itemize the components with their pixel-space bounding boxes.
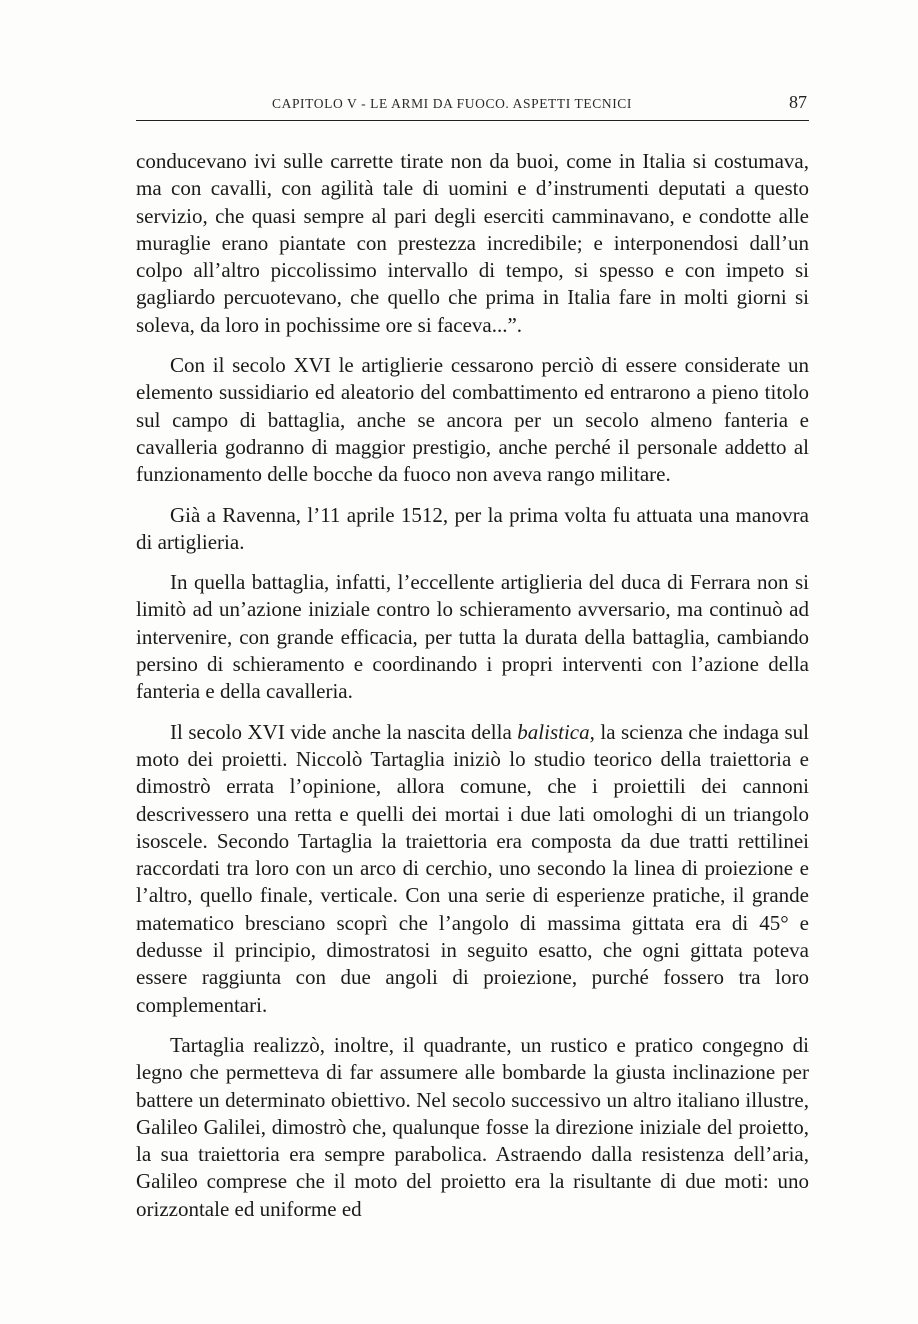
- emphasized-term: balistica: [517, 719, 590, 744]
- page-number: 87: [789, 92, 807, 112]
- paragraph: Tartaglia realizzò, inoltre, il quadrante, un rustico e pratico congegno di legno che permetteva di far assumere alle bombarde la giusta inclinazione per battere un determinato obiettivo. Nel secolo successivo un altro italiano illustre, Galileo Galilei, dimostrò che, qualunque fosse la direzione iniziale del proietto, la sua traiettoria era sempre parabolica. Astraendo dalla resistenza dell’aria, Galileo comprese che il moto del proietto era la risultante di due moti: uno orizzontale ed uniforme ed: [136, 1032, 809, 1221]
- paragraph: [136, 719, 809, 1019]
- paragraph: conducevano ivi sulle carrette tirate non da buoi, come in Italia si costumava, ma con cavalli, con agilità tale di uomini e d’instrumenti deputati a questo servizio, che quasi sempre al pari degli eserciti camminavano, e condotte alle muraglie erano piantate con prestezza incredibile; e interponendosi dall’un colpo all’altro piccolissimo intervallo di tempo, si spesso e con impeto si gagliardo percuotevano, che quello che prima in Italia fare in molti giorni si soleva, da loro in pochissime ore si faceva...”.: [136, 149, 809, 337]
- paragraph-text: Il secolo XVI vide anche la nascita della: [170, 719, 518, 744]
- paragraph: Con il secolo XVI le artiglierie cessarono perciò di essere considerate un elemento sussidiario ed aleatorio del combattimento ed entrarono a pieno titolo sul campo di battaglia, anche se ancora per un secolo almeno fanteria e cavalleria godranno di maggior prestigio, anche perché il personale addetto al funzionamento delle bocche da fuoco non aveva rango militare.: [136, 353, 809, 487]
- paragraph-text: , la scienza che indaga sul moto dei proietti. Niccolò Tartaglia iniziò lo studio teorico della traiettoria e dimostrò errata l’opinione, allora comune, che i proiettili dei cannoni descrivessero una retta e quelli dei mortai i due lati omologhi di un triangolo isoscele. Secondo Tartaglia la traiettoria era composta da due tratti rettilinei raccordati tra loro con un arco di cerchio, uno secondo la linea di proiezione e l’altro, quello finale, verticale. Con una serie di esperienze pratiche, il grande matematico bresciano scoprì che l’angolo di massima gittata era di 45° e dedusse il principio, dimostratosi in seguito esatto, che ogni gittata poteva essere raggiunta con due angoli di proiezione, purché fossero tra loro complementari.: [136, 719, 809, 1017]
- body-text: [136, 148, 809, 1223]
- running-head: CAPITOLO V - LE ARMI DA FUOCO. ASPETTI TECNICI: [272, 96, 633, 111]
- page-header: [136, 92, 809, 121]
- paragraph: In quella battaglia, infatti, l’eccellente artiglieria del duca di Ferrara non si limitò ad un’azione iniziale contro lo schieramento avversario, ma continuò ad intervenire, con grande efficacia, per tutta la durata della battaglia, cambiando persino di schieramento e coordinando i propri interventi con l’azione della fanteria e della cavalleria.: [136, 570, 809, 704]
- paragraph: Già a Ravenna, l’11 aprile 1512, per la prima volta fu attuata una manovra di artiglieria.: [136, 502, 809, 554]
